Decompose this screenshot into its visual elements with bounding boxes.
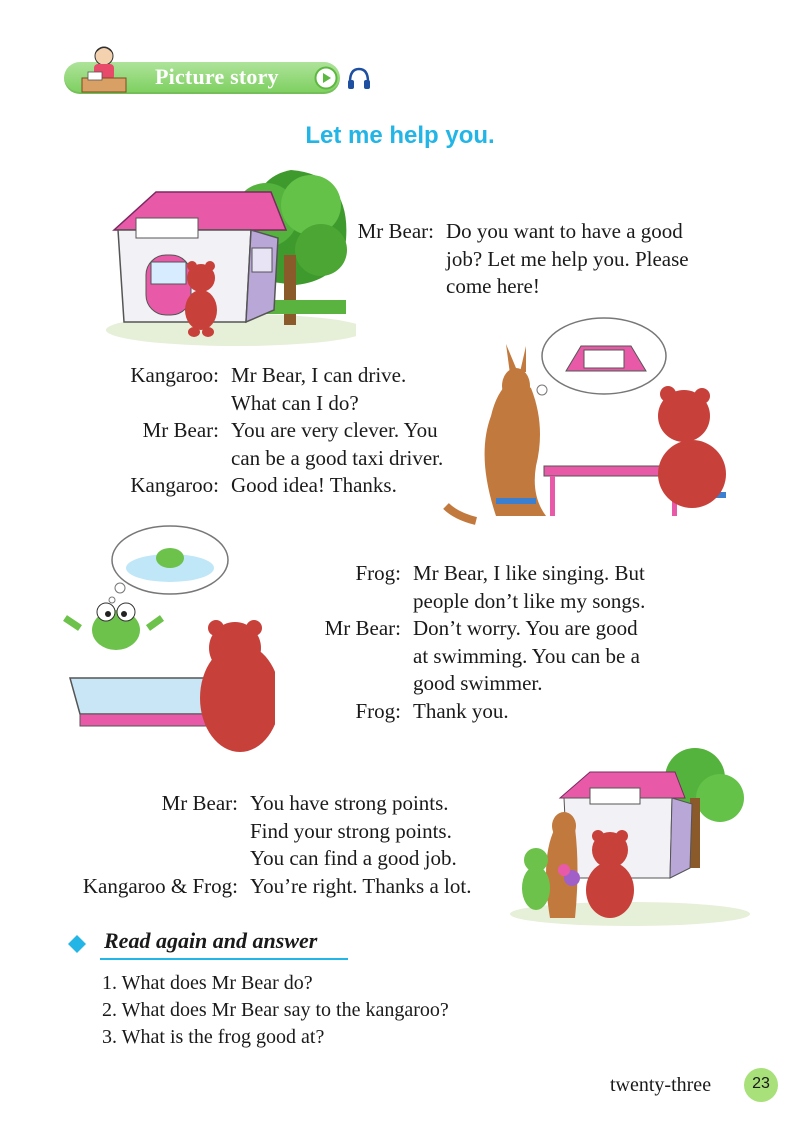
dialogue-line: You’re right. Thanks a lot. <box>250 873 472 898</box>
dialogue-scene1 <box>300 218 740 301</box>
dialogue-line: What can I do? <box>231 390 359 415</box>
question-item: 3. What is the frog good at? <box>102 1026 325 1048</box>
dialogue-line: Mr Bear, I like singing. But <box>413 561 645 585</box>
dialogue-line: come here! <box>446 274 540 298</box>
story-title: Let me help you. <box>305 122 495 149</box>
page-number: 23 <box>752 1075 770 1092</box>
dialogue-line: You have strong points. <box>250 791 449 815</box>
question-item: 1. What does Mr Bear do? <box>102 972 313 994</box>
page-number-words: twenty-three <box>610 1074 712 1096</box>
speaker-label: Frog: <box>355 698 401 723</box>
dialogue-line: Mr Bear, I can drive. <box>231 363 407 387</box>
dialogue-line: good swimmer. <box>413 671 543 695</box>
play-arrow-icon[interactable] <box>314 66 338 90</box>
dialogue-scene2 <box>60 362 480 500</box>
dialogue-line: at swimming. You can be a <box>413 643 640 668</box>
speaker-label: Kangaroo & Frog: <box>82 873 238 898</box>
speaker-label: Mr Bear: <box>357 219 434 243</box>
speaker-label: Kangaroo: <box>130 363 219 387</box>
dialogue-line: people don’t like my songs. <box>413 588 646 613</box>
frog-bear-table-illustration <box>60 518 275 758</box>
question-item: 2. What does Mr Bear say to the kangaroo? <box>102 999 449 1021</box>
dialogue-line: Good idea! Thanks. <box>231 473 397 497</box>
dialogue-line: You can find a good job. <box>250 846 457 870</box>
dialogue-line: Do you want to have a good <box>446 219 683 243</box>
dialogue-line: can be a good taxi driver. <box>231 445 444 470</box>
dialogue-line: You are very clever. You <box>231 418 438 442</box>
group-at-house-illustration <box>480 738 750 928</box>
speaker-label: Frog: <box>355 561 401 585</box>
dialogue-line: job? Let me help you. Please <box>446 246 689 271</box>
dialogue-scene3 <box>290 560 710 725</box>
speaker-label: Mr Bear: <box>324 616 401 640</box>
speaker-label: Mr Bear: <box>161 791 238 815</box>
diamond-bullet-icon <box>67 934 87 954</box>
dialogue-line: Thank you. <box>413 698 509 723</box>
speaker-label: Kangaroo: <box>130 473 219 497</box>
headphones-icon[interactable] <box>346 66 372 90</box>
dialogue-line: Don’t worry. You are good <box>413 616 638 640</box>
dialogue-line: Find your strong points. <box>250 818 452 843</box>
exercise-heading: Read again and answer <box>104 928 318 953</box>
section-title: Picture story <box>155 64 279 89</box>
dialogue-scene4 <box>60 790 520 900</box>
kangaroo-bear-table-illustration <box>436 316 736 528</box>
speaker-label: Mr Bear: <box>142 418 219 442</box>
heading-underline <box>100 958 348 960</box>
kid-at-desk-icon <box>78 42 130 98</box>
